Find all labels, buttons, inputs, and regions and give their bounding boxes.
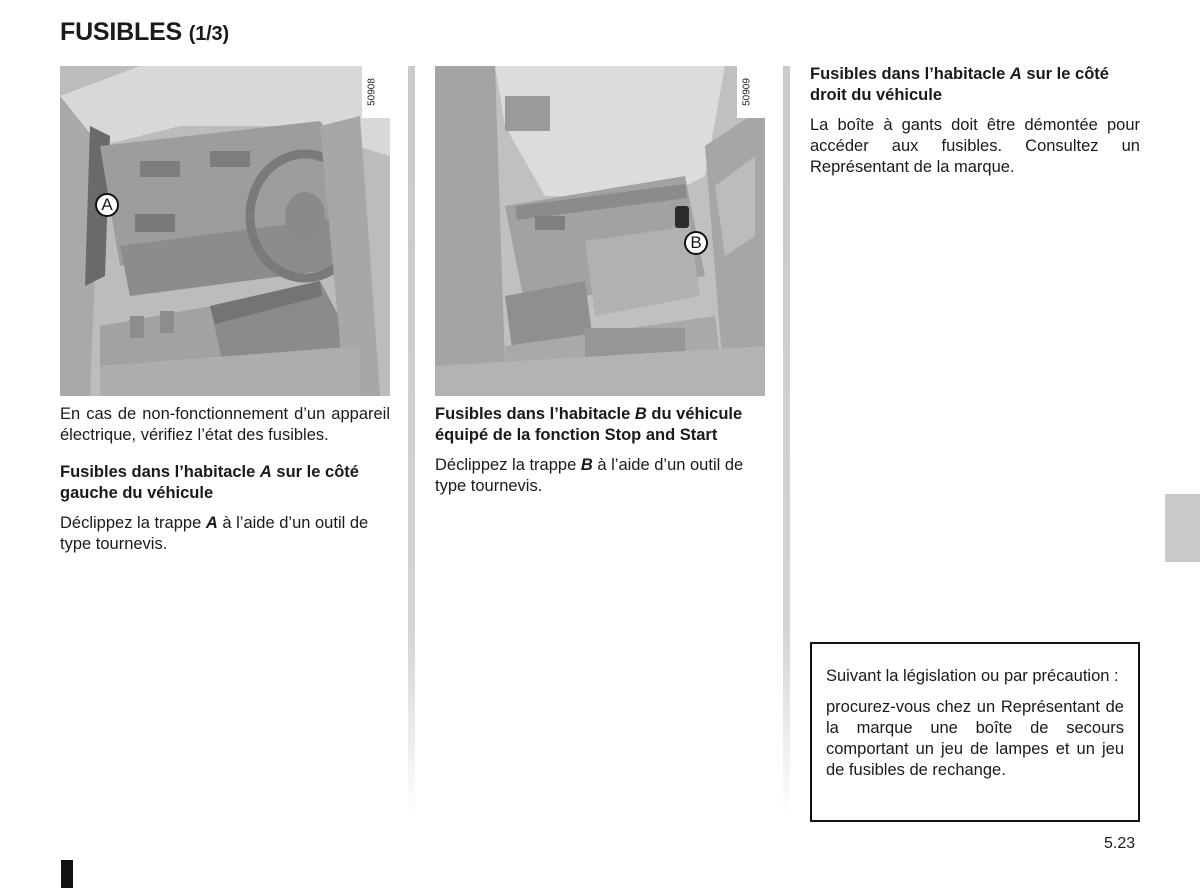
figure-number: 50908 bbox=[366, 78, 378, 106]
dashboard-driver-side-illustration bbox=[60, 66, 390, 396]
column-1-text bbox=[60, 404, 390, 564]
dashboard-passenger-side-illustration bbox=[435, 66, 765, 396]
column-divider-left bbox=[408, 66, 415, 818]
section-heading-right: Fusibles dans l’habitacle A sur le côté droit du véhicule bbox=[810, 65, 1109, 104]
corner-mark bbox=[61, 860, 73, 888]
callout-a: A bbox=[95, 193, 119, 217]
figure-right-side-interior bbox=[435, 66, 765, 396]
figure-number: 50909 bbox=[741, 78, 753, 106]
notice-line-2: procurez-vous chez un Représentant de la marque une boîte de secours comportant un jeu de lampes et un jeu de fusibles de rechange. bbox=[826, 698, 1124, 779]
title-part: (1/3) bbox=[188, 23, 229, 45]
instruction-paragraph-b: Déclippez la trappe B à l’aide d’un outil de type tournevis. bbox=[435, 456, 744, 495]
section-heading-left: Fusibles dans l’habitacle A sur le côté gauche du véhicule bbox=[60, 463, 359, 502]
figure-left-side-interior bbox=[60, 66, 390, 396]
callout-b: B bbox=[684, 231, 708, 255]
chapter-tab bbox=[1165, 494, 1200, 562]
title-main: FUSIBLES bbox=[60, 18, 183, 46]
section-heading-stop-start: Fusibles dans l’habitacle B du véhicule équipé de la fonction Stop and Start bbox=[435, 405, 743, 444]
notice-box bbox=[810, 642, 1140, 822]
page-title bbox=[60, 18, 229, 47]
column-3-text bbox=[810, 64, 1140, 187]
column-2-text bbox=[435, 404, 767, 506]
glovebox-paragraph: La boîte à gants doit être démontée pour accéder aux fusibles. Consultez un Représentant de la marque. bbox=[810, 116, 1140, 176]
notice-line-1: Suivant la législation ou par précaution : bbox=[826, 667, 1119, 685]
column-divider-right bbox=[783, 66, 790, 818]
intro-paragraph: En cas de non-fonctionnement d’un appareil électrique, vérifiez l’état des fusibles. bbox=[60, 405, 390, 444]
instruction-paragraph-left: Déclippez la trappe A à l’aide d’un outil de type tournevis. bbox=[60, 514, 369, 553]
page-number: 5.23 bbox=[1104, 835, 1136, 852]
